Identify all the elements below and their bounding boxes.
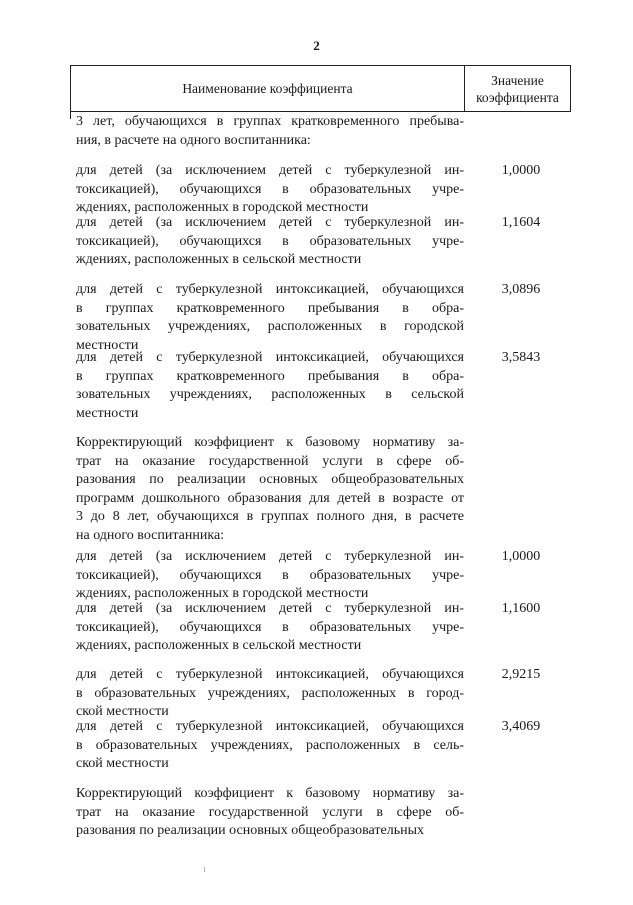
text-line: для детей с туберкулезной интоксикацией, обучающихся (76, 667, 464, 682)
row-text-full-day-tb-rural (76, 718, 464, 774)
row-text-intro-continuation (76, 113, 464, 150)
text-line: токсикацией), обучающихся в образовательных учре- (76, 181, 464, 197)
text-line: ждениях, расположенных в сельской местности (76, 638, 362, 653)
coefficient-value: 1,0000 (501, 549, 541, 564)
row-text-next-heading (76, 785, 464, 841)
text-line: зовательных учреждениях, расположенных в сельской (76, 387, 464, 402)
text-line: ждениях, расположенных в сельской местности (76, 252, 362, 267)
text-line: в образовательных учреждениях, расположенных в город- (76, 685, 464, 701)
row-text-full-day-no-tb-rural (76, 600, 464, 656)
text-line: для детей с туберкулезной интоксикацией, обучающихся (76, 719, 464, 734)
text-line: для детей (за исключением детей с туберкулезной ин- (76, 215, 464, 230)
row-text-short-stay-no-tb-urban (76, 162, 464, 218)
coefficient-value: 1,1600 (501, 601, 541, 616)
text-line: 3 лет, обучающихся в группах кратковременного пребыва- (76, 114, 464, 129)
text-line: разования по реализации основных общеобразовательных (76, 472, 464, 487)
text-line: Корректирующий коэффициент к базовому нормативу за- (76, 786, 464, 801)
column-header-name: Наименование коэффициента (182, 80, 353, 96)
row-text-full-day-heading (76, 434, 464, 545)
text-line: трат на оказание государственной услуги в сфере об- (76, 453, 464, 469)
text-line: в группах кратковременного пребывания в обра- (76, 368, 464, 384)
coefficient-value: 3,4069 (501, 719, 541, 734)
text-line: для детей с туберкулезной интоксикацией, обучающихся (76, 350, 464, 365)
column-header-value (465, 66, 570, 111)
text-line: трат на оказание государственной услуги в сфере об- (76, 804, 464, 820)
text-line: токсикацией), обучающихся в образовательных учре- (76, 233, 464, 249)
row-text-full-day-tb-urban (76, 666, 464, 722)
text-line: 3 до 8 лет, обучающихся в группах полного дня, в расчете (76, 509, 464, 524)
text-line: ской местности (76, 704, 169, 719)
coefficient-value: 1,1604 (501, 215, 541, 230)
coefficient-value: 2,9215 (501, 667, 541, 682)
text-line: токсикацией), обучающихся в образовательных учре- (76, 567, 464, 583)
column-header-value-line-1: Значение (491, 72, 544, 88)
text-line: в группах кратковременного пребывания в обра- (76, 300, 464, 316)
text-line: для детей (за исключением детей с туберкулезной ин- (76, 549, 464, 564)
text-line: на одного воспитанника: (76, 527, 225, 543)
table-left-border (70, 111, 71, 119)
text-line: зовательных учреждениях, расположенных в городской (76, 319, 464, 334)
text-line: ской местности (76, 756, 169, 771)
text-line: в образовательных учреждениях, расположенных в сель- (76, 737, 464, 753)
text-line: местности (76, 405, 139, 421)
table-header (70, 65, 571, 112)
text-line: местности (76, 337, 139, 353)
column-header-value-line-2: коэффициента (476, 89, 559, 105)
row-text-short-stay-tb-rural (76, 349, 464, 423)
text-line: для детей с туберкулезной интоксикацией, обучающихся (76, 282, 464, 297)
text-line: разования по реализации основных общеобразовательных (76, 823, 424, 838)
page-number: 2 (313, 38, 320, 53)
text-line: для детей (за исключением детей с туберкулезной ин- (76, 163, 464, 178)
text-line: ждениях, расположенных в городской местности (76, 200, 369, 215)
scan-speck (204, 867, 205, 872)
row-text-full-day-no-tb-urban (76, 548, 464, 604)
text-line: Корректирующий коэффициент к базовому нормативу за- (76, 435, 464, 450)
text-line: токсикацией), обучающихся в образовательных учре- (76, 619, 464, 635)
coefficient-value: 1,0000 (501, 163, 541, 178)
row-text-short-stay-no-tb-rural (76, 214, 464, 270)
text-line: программ дошкольного образования для детей в возрасте от (76, 490, 464, 506)
row-text-short-stay-tb-urban (76, 281, 464, 355)
coefficient-value: 3,0896 (501, 282, 541, 297)
coefficient-value: 3,5843 (501, 350, 541, 365)
text-line: ждениях, расположенных в городской местности (76, 586, 369, 601)
text-line: для детей (за исключением детей с туберкулезной ин- (76, 601, 464, 616)
text-line: ния, в расчете на одного воспитанника: (76, 132, 311, 148)
